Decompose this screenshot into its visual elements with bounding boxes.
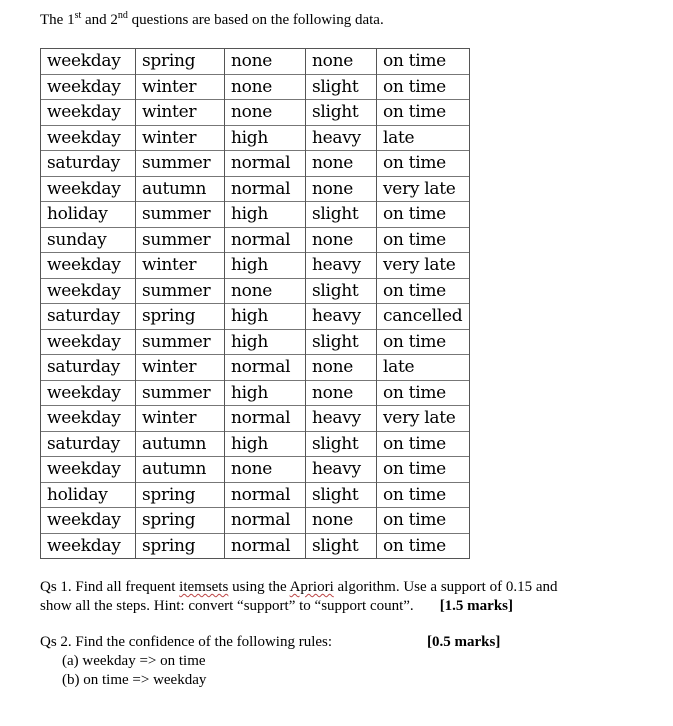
q1-part1: Qs 1. Find all frequent <box>40 579 180 595</box>
table-cell: weekday <box>41 253 136 279</box>
table-cell: weekday <box>41 329 136 355</box>
table-cell: none <box>306 355 377 381</box>
table-cell: none <box>306 227 377 253</box>
table-cell: autumn <box>136 457 225 483</box>
table-cell: weekday <box>41 74 136 100</box>
table-cell: slight <box>306 482 377 508</box>
q2-rule-b: (b) on time => weekday <box>62 672 207 688</box>
table-cell: saturday <box>41 431 136 457</box>
table-cell: weekday <box>41 49 136 75</box>
table-cell: on time <box>377 227 470 253</box>
table-cell: very late <box>377 253 470 279</box>
table-cell: high <box>225 431 306 457</box>
table-cell: normal <box>225 482 306 508</box>
table-cell: on time <box>377 482 470 508</box>
table-cell: summer <box>136 151 225 177</box>
table-cell: on time <box>377 100 470 126</box>
intro-text <box>40 12 384 29</box>
table-cell: winter <box>136 406 225 432</box>
table-cell: slight <box>306 202 377 228</box>
table-cell: normal <box>225 533 306 559</box>
table-cell: weekday <box>41 457 136 483</box>
table-cell: cancelled <box>377 304 470 330</box>
q1-part3: algorithm. Use a support of 0.15 and <box>333 579 558 595</box>
table-row <box>41 125 470 151</box>
question-2 <box>40 633 640 690</box>
intro-mid: and 2 <box>81 12 118 28</box>
table-row <box>41 533 470 559</box>
question-2-title-line <box>40 633 640 652</box>
table-cell: on time <box>377 533 470 559</box>
table-cell: on time <box>377 329 470 355</box>
table-row <box>41 329 470 355</box>
table-row <box>41 406 470 432</box>
table-cell: high <box>225 202 306 228</box>
table-row <box>41 355 470 381</box>
table-cell: autumn <box>136 176 225 202</box>
table-cell: weekday <box>41 278 136 304</box>
table-cell: none <box>306 49 377 75</box>
table-cell: on time <box>377 74 470 100</box>
table-row <box>41 74 470 100</box>
table-cell: on time <box>377 151 470 177</box>
question-1 <box>40 578 640 616</box>
table-cell: spring <box>136 533 225 559</box>
table-cell: heavy <box>306 406 377 432</box>
table-row <box>41 176 470 202</box>
table-cell: on time <box>377 278 470 304</box>
table-cell: on time <box>377 508 470 534</box>
data-table <box>40 48 470 559</box>
q1-marks: [1.5 marks] <box>439 598 514 614</box>
table-cell: holiday <box>41 202 136 228</box>
table-cell: summer <box>136 329 225 355</box>
table-cell: on time <box>377 202 470 228</box>
table-cell: high <box>225 329 306 355</box>
table-cell: spring <box>136 304 225 330</box>
table-cell: summer <box>136 227 225 253</box>
q2-title: Qs 2. Find the confidence of the following rules: <box>40 634 333 650</box>
q1-apriori-word: Apriori <box>289 579 334 595</box>
table-cell: weekday <box>41 508 136 534</box>
table-row <box>41 49 470 75</box>
q2-rule-a: (a) weekday => on time <box>62 653 206 669</box>
table-cell: none <box>306 176 377 202</box>
table-cell: slight <box>306 533 377 559</box>
table-row <box>41 100 470 126</box>
table-cell: heavy <box>306 253 377 279</box>
intro-suffix: questions are based on the following data. <box>127 12 384 28</box>
table-cell: none <box>225 457 306 483</box>
intro-sup-first: st <box>74 10 82 21</box>
table-cell: none <box>225 74 306 100</box>
table-cell: none <box>225 49 306 75</box>
table-cell: spring <box>136 49 225 75</box>
table-cell: slight <box>306 431 377 457</box>
table-cell: weekday <box>41 125 136 151</box>
table-cell: late <box>377 355 470 381</box>
table-row <box>41 227 470 253</box>
table-cell: spring <box>136 482 225 508</box>
table-cell: normal <box>225 176 306 202</box>
table-row <box>41 380 470 406</box>
table-cell: slight <box>306 74 377 100</box>
table-cell: normal <box>225 227 306 253</box>
q2-marks: [0.5 marks] <box>427 634 501 650</box>
table-cell: none <box>225 100 306 126</box>
table-cell: summer <box>136 202 225 228</box>
table-cell: saturday <box>41 304 136 330</box>
table-cell: normal <box>225 355 306 381</box>
table-cell: winter <box>136 100 225 126</box>
q1-itemsets-word: itemsets <box>179 579 229 595</box>
table-cell: normal <box>225 151 306 177</box>
table-cell: weekday <box>41 380 136 406</box>
data-table-body <box>41 49 470 559</box>
table-row <box>41 508 470 534</box>
table-row <box>41 482 470 508</box>
table-cell: weekday <box>41 406 136 432</box>
question-1-line-2 <box>40 597 640 616</box>
table-cell: slight <box>306 278 377 304</box>
q1-part2: using the <box>228 579 290 595</box>
question-1-line-1 <box>40 578 640 597</box>
intro-prefix: The 1 <box>40 12 75 28</box>
table-cell: winter <box>136 355 225 381</box>
table-cell: summer <box>136 380 225 406</box>
table-cell: heavy <box>306 304 377 330</box>
table-cell: autumn <box>136 431 225 457</box>
table-cell: winter <box>136 253 225 279</box>
table-cell: high <box>225 380 306 406</box>
table-row <box>41 431 470 457</box>
table-row <box>41 457 470 483</box>
table-cell: none <box>306 508 377 534</box>
table-row <box>41 202 470 228</box>
table-cell: weekday <box>41 176 136 202</box>
table-cell: winter <box>136 125 225 151</box>
table-cell: on time <box>377 457 470 483</box>
intro-sup-second: nd <box>117 10 128 21</box>
table-cell: normal <box>225 508 306 534</box>
table-cell: none <box>225 278 306 304</box>
table-cell: weekday <box>41 533 136 559</box>
table-cell: late <box>377 125 470 151</box>
table-cell: on time <box>377 431 470 457</box>
table-cell: winter <box>136 74 225 100</box>
table-cell: none <box>306 151 377 177</box>
table-cell: sunday <box>41 227 136 253</box>
table-cell: weekday <box>41 100 136 126</box>
table-cell: summer <box>136 278 225 304</box>
table-cell: slight <box>306 100 377 126</box>
table-cell: saturday <box>41 151 136 177</box>
table-cell: very late <box>377 406 470 432</box>
table-cell: high <box>225 304 306 330</box>
table-cell: on time <box>377 380 470 406</box>
table-cell: heavy <box>306 457 377 483</box>
table-cell: saturday <box>41 355 136 381</box>
table-cell: very late <box>377 176 470 202</box>
table-cell: slight <box>306 329 377 355</box>
table-row <box>41 253 470 279</box>
q1-line2: show all the steps. Hint: convert “support” to “support count”. <box>40 598 414 614</box>
table-row <box>41 151 470 177</box>
table-cell: on time <box>377 49 470 75</box>
table-cell: normal <box>225 406 306 432</box>
table-cell: heavy <box>306 125 377 151</box>
table-cell: high <box>225 253 306 279</box>
table-row <box>41 304 470 330</box>
table-cell: holiday <box>41 482 136 508</box>
table-cell: none <box>306 380 377 406</box>
table-row <box>41 278 470 304</box>
table-cell: high <box>225 125 306 151</box>
table-cell: spring <box>136 508 225 534</box>
